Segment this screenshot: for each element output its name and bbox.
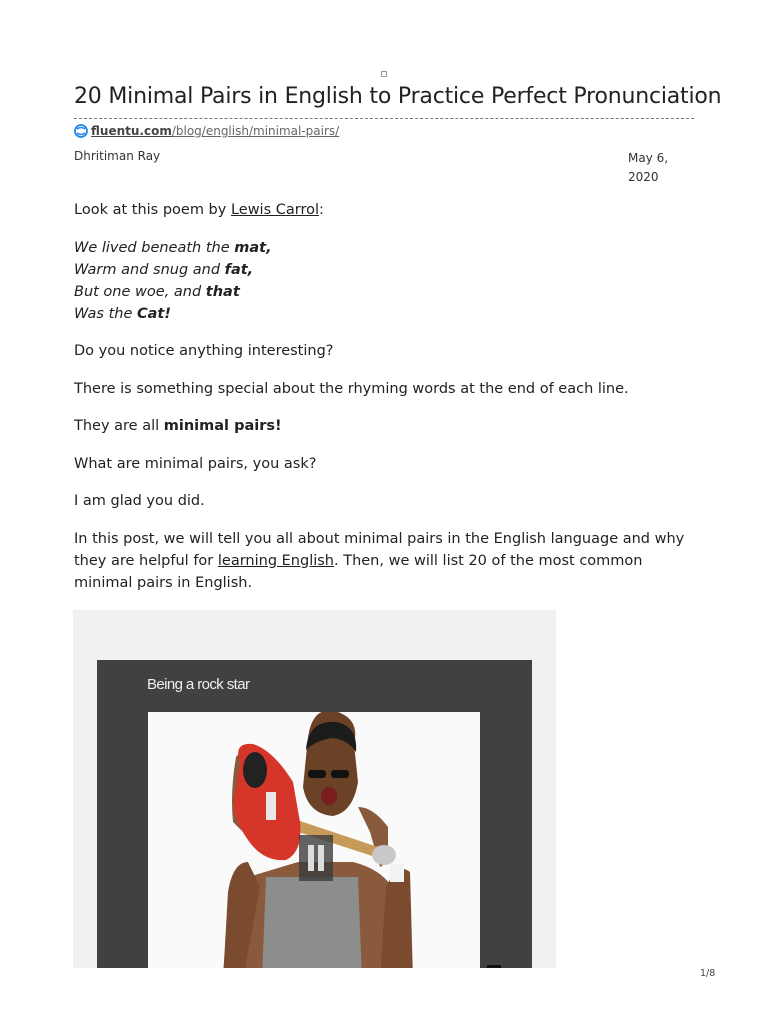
paragraph [74, 528, 699, 594]
poem-line [74, 262, 253, 278]
paragraph: There is something special about the rhyming words at the end of each line. [74, 380, 629, 397]
date-line-2: 2020 [628, 170, 659, 184]
paragraph-emphasis: minimal pairs! [163, 418, 282, 434]
poem-line [74, 240, 272, 256]
poem-line-text: Warm and snug and [74, 261, 225, 278]
paragraph-text: They are all [74, 418, 164, 434]
poem-line-rhyme: that [205, 283, 240, 300]
poem-line-text: We lived beneath the [74, 239, 235, 256]
video-embed[interactable] [73, 610, 556, 968]
page-number: 1/8 [700, 968, 716, 979]
poem-line-rhyme: mat, [234, 239, 272, 256]
intro-colon: : [319, 202, 324, 218]
title-divider [74, 118, 694, 119]
paragraph: Do you notice anything interesting? [74, 343, 334, 359]
paragraph-text: In this post, we will tell you all about minimal pairs in the English language and why they are helpful for [74, 530, 685, 569]
poem-line-text: But one woe, and [74, 283, 206, 300]
video-thumbnail[interactable] [148, 712, 480, 968]
intro-text: Look at this poem by [74, 202, 231, 218]
paragraph-text: . Then, we will list 20 of the most common minimal pairs in English. [74, 552, 643, 591]
poem-line-rhyme: Cat! [137, 305, 171, 322]
publish-date [628, 149, 688, 187]
globe-icon [74, 124, 88, 141]
pause-icon [308, 845, 314, 871]
intro-paragraph [74, 199, 699, 221]
paragraph [74, 415, 699, 437]
paragraph: I am glad you did. [74, 493, 205, 509]
source-link[interactable] [74, 124, 339, 141]
article-body [74, 199, 699, 609]
poem [74, 237, 699, 325]
date-line-1: May 6, [628, 151, 669, 165]
pause-icon-bar [318, 845, 324, 871]
video-control-indicator[interactable] [487, 965, 501, 968]
pause-button[interactable] [299, 835, 333, 881]
poem-line [74, 284, 240, 300]
poem-line [74, 306, 171, 322]
page-title: 20 Minimal Pairs in English to Practice Perfect Pronunciation [74, 84, 722, 109]
source-domain[interactable]: fluentu.com [91, 124, 172, 138]
paragraph: What are minimal pairs, you ask? [74, 455, 317, 472]
lewis-carrol-link[interactable]: Lewis Carrol [230, 202, 320, 218]
page-marker [381, 71, 387, 77]
video-player[interactable] [97, 660, 532, 968]
source-path[interactable]: /blog/english/minimal-pairs/ [171, 124, 340, 138]
poem-line-rhyme: fat, [224, 261, 254, 278]
learning-english-link[interactable]: learning English [217, 552, 334, 569]
poem-line-text: Was the [74, 305, 137, 322]
video-title: Being a rock star [147, 676, 250, 693]
author-name: Dhritiman Ray [74, 149, 161, 163]
